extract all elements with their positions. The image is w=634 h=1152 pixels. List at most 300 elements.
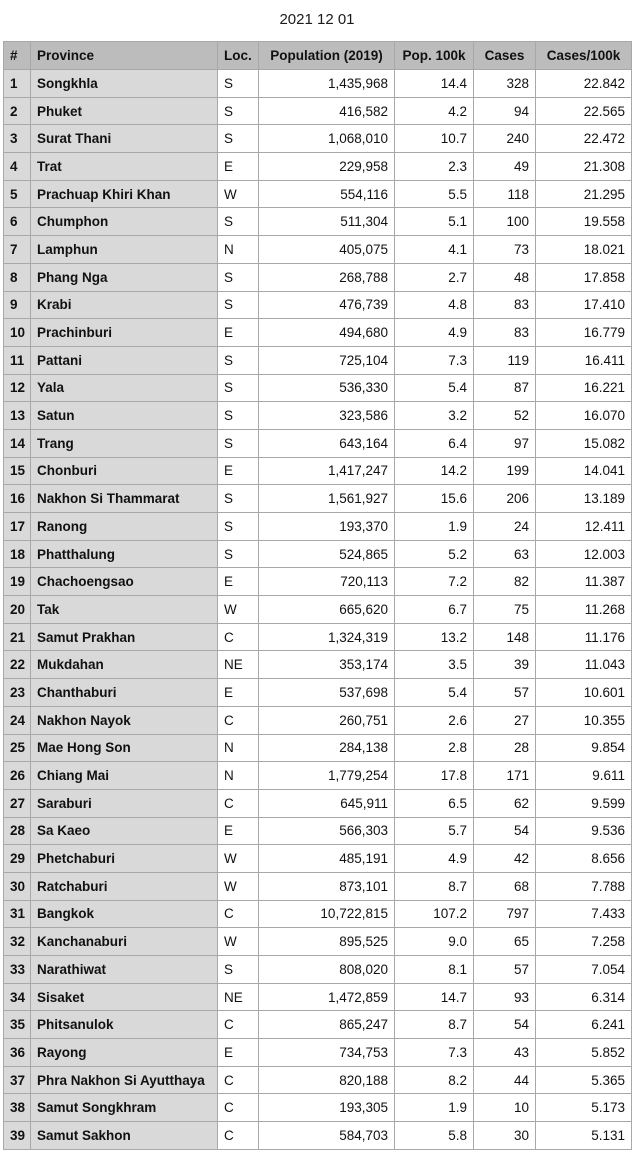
population: 1,417,247 [259, 457, 395, 485]
table-row [4, 734, 632, 762]
row-index: 38 [4, 1094, 31, 1122]
population: 808,020 [259, 956, 395, 984]
cases-per-100k: 11.268 [536, 596, 632, 624]
table-row [4, 1011, 632, 1039]
location-code: S [218, 346, 259, 374]
cases: 54 [474, 817, 536, 845]
cases: 63 [474, 540, 536, 568]
population: 260,751 [259, 706, 395, 734]
population: 895,525 [259, 928, 395, 956]
population: 537,698 [259, 679, 395, 707]
row-index: 22 [4, 651, 31, 679]
cases: 68 [474, 872, 536, 900]
cases-per-100k: 7.054 [536, 956, 632, 984]
cases-per-100k: 11.176 [536, 623, 632, 651]
cases-per-100k: 16.411 [536, 346, 632, 374]
population: 511,304 [259, 208, 395, 236]
cases-per-100k: 9.854 [536, 734, 632, 762]
province-name: Phuket [31, 97, 218, 125]
row-index: 13 [4, 402, 31, 430]
population-100k: 3.5 [395, 651, 474, 679]
province-name: Samut Sakhon [31, 1122, 218, 1150]
location-code: S [218, 485, 259, 513]
population-100k: 10.7 [395, 125, 474, 153]
cases-per-100k: 22.565 [536, 97, 632, 125]
location-code: S [218, 97, 259, 125]
province-name: Ranong [31, 513, 218, 541]
cases: 44 [474, 1066, 536, 1094]
cases: 93 [474, 983, 536, 1011]
location-code: S [218, 208, 259, 236]
cases-per-100k: 21.308 [536, 153, 632, 181]
row-index: 26 [4, 762, 31, 790]
cases: 87 [474, 374, 536, 402]
population: 820,188 [259, 1066, 395, 1094]
location-code: S [218, 70, 259, 98]
row-index: 16 [4, 485, 31, 513]
location-code: E [218, 679, 259, 707]
cases-per-100k: 6.314 [536, 983, 632, 1011]
cases-per-100k: 7.788 [536, 872, 632, 900]
province-name: Phang Nga [31, 263, 218, 291]
location-code: S [218, 540, 259, 568]
population-100k: 9.0 [395, 928, 474, 956]
population: 1,561,927 [259, 485, 395, 513]
province-name: Trat [31, 153, 218, 181]
location-code: C [218, 623, 259, 651]
cases: 240 [474, 125, 536, 153]
column-header-population: Population (2019) [259, 42, 395, 70]
location-code: C [218, 1094, 259, 1122]
province-name: Bangkok [31, 900, 218, 928]
province-name: Phatthalung [31, 540, 218, 568]
population-100k: 1.9 [395, 513, 474, 541]
population: 1,068,010 [259, 125, 395, 153]
row-index: 1 [4, 70, 31, 98]
location-code: S [218, 402, 259, 430]
cases: 28 [474, 734, 536, 762]
cases: 97 [474, 429, 536, 457]
population: 645,911 [259, 789, 395, 817]
cases-per-100k: 12.003 [536, 540, 632, 568]
cases: 27 [474, 706, 536, 734]
row-index: 12 [4, 374, 31, 402]
population-100k: 4.2 [395, 97, 474, 125]
population-100k: 6.5 [395, 789, 474, 817]
table-row [4, 762, 632, 790]
table-row [4, 70, 632, 98]
row-index: 5 [4, 180, 31, 208]
cases: 24 [474, 513, 536, 541]
location-code: S [218, 291, 259, 319]
population: 323,586 [259, 402, 395, 430]
location-code: C [218, 900, 259, 928]
population: 865,247 [259, 1011, 395, 1039]
population-100k: 17.8 [395, 762, 474, 790]
row-index: 19 [4, 568, 31, 596]
cases-per-100k: 9.599 [536, 789, 632, 817]
province-name: Chonburi [31, 457, 218, 485]
location-code: N [218, 734, 259, 762]
table-row [4, 1039, 632, 1067]
table-row [4, 319, 632, 347]
province-name: Narathiwat [31, 956, 218, 984]
cases: 118 [474, 180, 536, 208]
population-100k: 5.4 [395, 679, 474, 707]
province-name: Krabi [31, 291, 218, 319]
cases-per-100k: 22.842 [536, 70, 632, 98]
province-name: Chumphon [31, 208, 218, 236]
population: 229,958 [259, 153, 395, 181]
cases-per-100k: 17.858 [536, 263, 632, 291]
row-index: 25 [4, 734, 31, 762]
population: 1,779,254 [259, 762, 395, 790]
location-code: E [218, 817, 259, 845]
cases: 65 [474, 928, 536, 956]
row-index: 8 [4, 263, 31, 291]
table-row [4, 346, 632, 374]
location-code: C [218, 789, 259, 817]
location-code: E [218, 1039, 259, 1067]
cases-per-100k: 13.189 [536, 485, 632, 513]
location-code: W [218, 596, 259, 624]
province-cases-table [3, 41, 632, 1150]
cases-per-100k: 16.779 [536, 319, 632, 347]
table-body [4, 70, 632, 1150]
table-row [4, 706, 632, 734]
population: 643,164 [259, 429, 395, 457]
table-row [4, 623, 632, 651]
column-header-cases: Cases [474, 42, 536, 70]
province-name: Prachinburi [31, 319, 218, 347]
population-100k: 14.4 [395, 70, 474, 98]
header-row [4, 42, 632, 70]
location-code: NE [218, 983, 259, 1011]
cases-per-100k: 6.241 [536, 1011, 632, 1039]
population-100k: 2.7 [395, 263, 474, 291]
population-100k: 7.3 [395, 346, 474, 374]
table-row [4, 97, 632, 125]
population-100k: 2.8 [395, 734, 474, 762]
location-code: S [218, 374, 259, 402]
cases: 100 [474, 208, 536, 236]
population: 1,435,968 [259, 70, 395, 98]
location-code: S [218, 956, 259, 984]
province-name: Rayong [31, 1039, 218, 1067]
cases-per-100k: 5.131 [536, 1122, 632, 1150]
row-index: 3 [4, 125, 31, 153]
population-100k: 13.2 [395, 623, 474, 651]
province-name: Chachoengsao [31, 568, 218, 596]
table-row [4, 457, 632, 485]
population: 725,104 [259, 346, 395, 374]
row-index: 35 [4, 1011, 31, 1039]
population: 193,305 [259, 1094, 395, 1122]
table-row [4, 845, 632, 873]
population: 268,788 [259, 263, 395, 291]
population: 193,370 [259, 513, 395, 541]
row-index: 28 [4, 817, 31, 845]
table-row [4, 900, 632, 928]
table-row [4, 1094, 632, 1122]
cases-per-100k: 15.082 [536, 429, 632, 457]
row-index: 10 [4, 319, 31, 347]
population-100k: 2.3 [395, 153, 474, 181]
row-index: 33 [4, 956, 31, 984]
cases: 75 [474, 596, 536, 624]
province-name: Saraburi [31, 789, 218, 817]
population-100k: 5.2 [395, 540, 474, 568]
location-code: W [218, 180, 259, 208]
cases: 83 [474, 319, 536, 347]
table-row [4, 679, 632, 707]
population: 873,101 [259, 872, 395, 900]
row-index: 11 [4, 346, 31, 374]
location-code: E [218, 457, 259, 485]
province-name: Ratchaburi [31, 872, 218, 900]
population-100k: 6.4 [395, 429, 474, 457]
row-index: 6 [4, 208, 31, 236]
table-row [4, 596, 632, 624]
population-100k: 5.5 [395, 180, 474, 208]
row-index: 4 [4, 153, 31, 181]
cases: 30 [474, 1122, 536, 1150]
population-100k: 8.7 [395, 872, 474, 900]
table-row [4, 180, 632, 208]
province-name: Prachuap Khiri Khan [31, 180, 218, 208]
cases: 171 [474, 762, 536, 790]
province-name: Songkhla [31, 70, 218, 98]
population: 720,113 [259, 568, 395, 596]
table-row [4, 872, 632, 900]
row-index: 23 [4, 679, 31, 707]
province-name: Chanthaburi [31, 679, 218, 707]
table-row [4, 263, 632, 291]
population-100k: 7.2 [395, 568, 474, 596]
cases: 94 [474, 97, 536, 125]
population-100k: 1.9 [395, 1094, 474, 1122]
population: 284,138 [259, 734, 395, 762]
location-code: E [218, 319, 259, 347]
location-code: W [218, 845, 259, 873]
province-name: Satun [31, 402, 218, 430]
population-100k: 107.2 [395, 900, 474, 928]
province-name: Lamphun [31, 236, 218, 264]
population: 665,620 [259, 596, 395, 624]
table-row [4, 485, 632, 513]
cases-per-100k: 22.472 [536, 125, 632, 153]
table-row [4, 402, 632, 430]
location-code: N [218, 762, 259, 790]
table-row [4, 817, 632, 845]
table-row [4, 153, 632, 181]
cases: 54 [474, 1011, 536, 1039]
cases-per-100k: 8.656 [536, 845, 632, 873]
row-index: 37 [4, 1066, 31, 1094]
row-index: 21 [4, 623, 31, 651]
cases-per-100k: 17.410 [536, 291, 632, 319]
cases-per-100k: 18.021 [536, 236, 632, 264]
province-name: Surat Thani [31, 125, 218, 153]
table-row [4, 513, 632, 541]
population: 485,191 [259, 845, 395, 873]
table-row [4, 568, 632, 596]
population-100k: 4.8 [395, 291, 474, 319]
cases-per-100k: 9.536 [536, 817, 632, 845]
province-name: Pattani [31, 346, 218, 374]
cases: 39 [474, 651, 536, 679]
cases: 57 [474, 956, 536, 984]
population-100k: 3.2 [395, 402, 474, 430]
cases-per-100k: 5.365 [536, 1066, 632, 1094]
population: 494,680 [259, 319, 395, 347]
population: 353,174 [259, 651, 395, 679]
cases-per-100k: 5.173 [536, 1094, 632, 1122]
cases: 57 [474, 679, 536, 707]
table-row [4, 429, 632, 457]
row-index: 34 [4, 983, 31, 1011]
cases: 83 [474, 291, 536, 319]
row-index: 17 [4, 513, 31, 541]
province-name: Nakhon Nayok [31, 706, 218, 734]
province-name: Mae Hong Son [31, 734, 218, 762]
population: 734,753 [259, 1039, 395, 1067]
population: 1,472,859 [259, 983, 395, 1011]
table-row [4, 928, 632, 956]
population-100k: 8.1 [395, 956, 474, 984]
table-row [4, 789, 632, 817]
province-name: Kanchanaburi [31, 928, 218, 956]
cases-per-100k: 7.433 [536, 900, 632, 928]
population: 536,330 [259, 374, 395, 402]
location-code: C [218, 706, 259, 734]
cases-per-100k: 16.070 [536, 402, 632, 430]
population-100k: 5.8 [395, 1122, 474, 1150]
table-row [4, 1066, 632, 1094]
row-index: 7 [4, 236, 31, 264]
population: 524,865 [259, 540, 395, 568]
table-row [4, 956, 632, 984]
table-row [4, 236, 632, 264]
population-100k: 7.3 [395, 1039, 474, 1067]
cases: 43 [474, 1039, 536, 1067]
cases: 82 [474, 568, 536, 596]
cases: 42 [474, 845, 536, 873]
location-code: E [218, 153, 259, 181]
cases-per-100k: 14.041 [536, 457, 632, 485]
population-100k: 8.2 [395, 1066, 474, 1094]
cases-per-100k: 5.852 [536, 1039, 632, 1067]
population-100k: 6.7 [395, 596, 474, 624]
population: 566,303 [259, 817, 395, 845]
cases: 206 [474, 485, 536, 513]
cases-per-100k: 7.258 [536, 928, 632, 956]
population-100k: 8.7 [395, 1011, 474, 1039]
row-index: 15 [4, 457, 31, 485]
row-index: 30 [4, 872, 31, 900]
population-100k: 15.6 [395, 485, 474, 513]
location-code: NE [218, 651, 259, 679]
cases-per-100k: 21.295 [536, 180, 632, 208]
location-code: S [218, 513, 259, 541]
population: 584,703 [259, 1122, 395, 1150]
location-code: S [218, 263, 259, 291]
column-header-location: Loc. [218, 42, 259, 70]
cases-per-100k: 16.221 [536, 374, 632, 402]
row-index: 27 [4, 789, 31, 817]
province-name: Mukdahan [31, 651, 218, 679]
population-100k: 14.7 [395, 983, 474, 1011]
population: 554,116 [259, 180, 395, 208]
cases: 199 [474, 457, 536, 485]
province-name: Phitsanulok [31, 1011, 218, 1039]
province-name: Chiang Mai [31, 762, 218, 790]
location-code: W [218, 928, 259, 956]
province-name: Phra Nakhon Si Ayutthaya [31, 1066, 218, 1094]
row-index: 39 [4, 1122, 31, 1150]
row-index: 20 [4, 596, 31, 624]
population: 10,722,815 [259, 900, 395, 928]
table-row [4, 125, 632, 153]
province-name: Sisaket [31, 983, 218, 1011]
cases: 52 [474, 402, 536, 430]
column-header-pop-100k: Pop. 100k [395, 42, 474, 70]
population-100k: 5.4 [395, 374, 474, 402]
cases-per-100k: 9.611 [536, 762, 632, 790]
province-name: Phetchaburi [31, 845, 218, 873]
cases-per-100k: 19.558 [536, 208, 632, 236]
location-code: C [218, 1011, 259, 1039]
table-row [4, 651, 632, 679]
row-index: 29 [4, 845, 31, 873]
population-100k: 5.1 [395, 208, 474, 236]
province-name: Trang [31, 429, 218, 457]
cases: 10 [474, 1094, 536, 1122]
population-100k: 5.7 [395, 817, 474, 845]
row-index: 24 [4, 706, 31, 734]
population: 476,739 [259, 291, 395, 319]
province-name: Samut Songkhram [31, 1094, 218, 1122]
table-row [4, 983, 632, 1011]
table-row [4, 208, 632, 236]
cases: 48 [474, 263, 536, 291]
table-row [4, 1122, 632, 1150]
population-100k: 4.9 [395, 319, 474, 347]
cases: 119 [474, 346, 536, 374]
cases-per-100k: 11.387 [536, 568, 632, 596]
row-index: 31 [4, 900, 31, 928]
row-index: 18 [4, 540, 31, 568]
table-row [4, 374, 632, 402]
province-name: Nakhon Si Thammarat [31, 485, 218, 513]
cases: 797 [474, 900, 536, 928]
province-name: Tak [31, 596, 218, 624]
province-name: Samut Prakhan [31, 623, 218, 651]
population: 1,324,319 [259, 623, 395, 651]
row-index: 36 [4, 1039, 31, 1067]
cases: 73 [474, 236, 536, 264]
cases-per-100k: 12.411 [536, 513, 632, 541]
population: 405,075 [259, 236, 395, 264]
location-code: S [218, 125, 259, 153]
population-100k: 2.6 [395, 706, 474, 734]
population: 416,582 [259, 97, 395, 125]
cases-per-100k: 10.355 [536, 706, 632, 734]
column-header-cases-per-100k: Cases/100k [536, 42, 632, 70]
population-100k: 14.2 [395, 457, 474, 485]
cases: 148 [474, 623, 536, 651]
cases: 62 [474, 789, 536, 817]
